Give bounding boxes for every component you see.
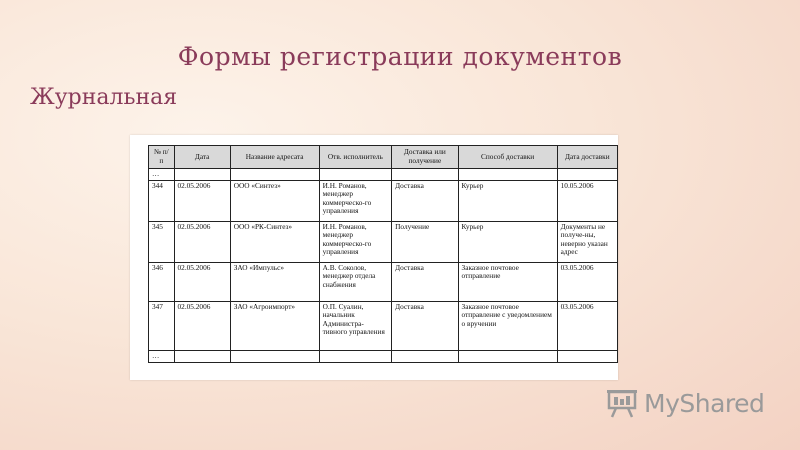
table-cell [557, 169, 617, 181]
table-row [149, 301, 618, 350]
table-cell: 02.05.2006 [174, 180, 230, 221]
table-cell [174, 350, 230, 362]
table-cell: Курьер [458, 180, 557, 221]
table-cell: Курьер [458, 221, 557, 262]
table-cell: Документы не получе-ны, неверно указан адрес [557, 221, 617, 262]
table-cell [458, 350, 557, 362]
presentation-board-icon [606, 388, 638, 418]
table-cell: Доставка [392, 262, 458, 301]
registration-journal-table [148, 145, 618, 363]
header-cell: Дата доставки [557, 146, 617, 169]
table-row [149, 350, 618, 362]
table-cell: 03.05.2006 [557, 262, 617, 301]
table-cell: О.П. Суалин, начальник Администра-тивного управления [319, 301, 392, 350]
table-image [130, 135, 618, 380]
table-cell [392, 350, 458, 362]
table-cell [230, 350, 319, 362]
table-cell [458, 169, 557, 181]
table-cell: И.Н. Романов, менеджер коммерческо-го управления [319, 180, 392, 221]
table-cell: 02.05.2006 [174, 221, 230, 262]
header-cell: Дата [174, 146, 230, 169]
watermark-text: MyShared [644, 388, 765, 418]
table-cell: 347 [149, 301, 175, 350]
table-cell [557, 350, 617, 362]
table-cell: 10.05.2006 [557, 180, 617, 221]
table-row [149, 180, 618, 221]
table-cell: Получение [392, 221, 458, 262]
table-cell: Доставка [392, 180, 458, 221]
table-cell: Доставка [392, 301, 458, 350]
table-cell: ЗАО «Агроимпорт» [230, 301, 319, 350]
table-cell: 345 [149, 221, 175, 262]
table-cell: ООО «Синтез» [230, 180, 319, 221]
table-cell: Заказное почтовое отправление с уведомлением о вручении [458, 301, 557, 350]
table-cell: … [149, 350, 175, 362]
header-cell: № п/п [149, 146, 175, 169]
table-header-row [149, 146, 618, 169]
table-cell: Заказное почтовое отправление [458, 262, 557, 301]
table-row [149, 262, 618, 301]
table-cell [174, 169, 230, 181]
slide-title: Формы регистрации документов [177, 42, 623, 71]
header-cell: Доставка или получение [392, 146, 458, 169]
slide-subtitle: Журнальная [30, 85, 178, 110]
header-cell: Отв. исполнитель [319, 146, 392, 169]
table-cell: 02.05.2006 [174, 301, 230, 350]
table-cell: А.В. Соколов, менеджер отдела снабжения [319, 262, 392, 301]
header-cell: Способ доставки [458, 146, 557, 169]
table-cell [319, 350, 392, 362]
table-cell: 03.05.2006 [557, 301, 617, 350]
table-cell: И.Н. Романов, менеджер коммерческо-го управления [319, 221, 392, 262]
table-cell: … [149, 169, 175, 181]
table-cell: 02.05.2006 [174, 262, 230, 301]
header-cell: Название адресата [230, 146, 319, 169]
table-cell: ООО «РК-Синтез» [230, 221, 319, 262]
table-cell [392, 169, 458, 181]
watermark-logo [606, 388, 764, 418]
table-row [149, 169, 618, 181]
table-cell: 344 [149, 180, 175, 221]
table-cell [230, 169, 319, 181]
table-cell: ЗАО «Импульс» [230, 262, 319, 301]
table-cell: 346 [149, 262, 175, 301]
table-cell [319, 169, 392, 181]
table-row [149, 221, 618, 262]
